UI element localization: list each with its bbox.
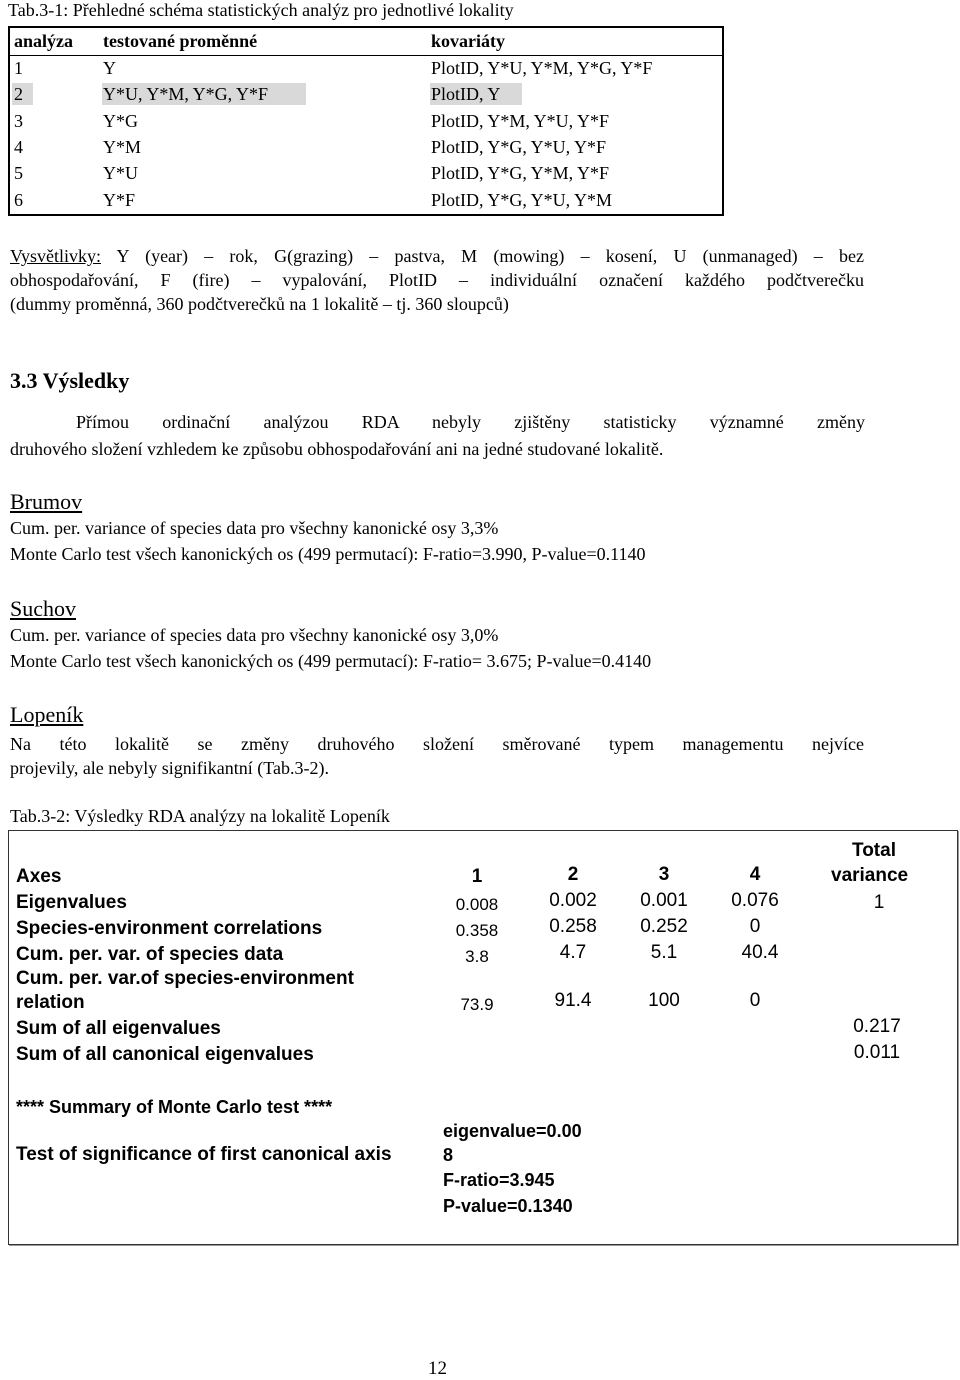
table2-test-eigen-line2: 8 <box>443 1145 454 1165</box>
table1-row4-analyza: 4 <box>14 137 23 157</box>
table1-row1-promenne: Y <box>103 58 116 78</box>
table2-total-header-line2: variance <box>831 865 909 886</box>
legend-label: Vysvětlivky: <box>10 246 102 266</box>
table1-row2-promenne: Y*U, Y*M, Y*G, Y*F <box>103 84 269 104</box>
table2-row-eigenvalues-total: 1 <box>873 892 885 913</box>
table2-test-fratio: F-ratio=3.945 <box>443 1170 555 1190</box>
table2-row-correlations-value4: 0 <box>749 916 761 937</box>
table1 <box>8 26 724 216</box>
table1-row4-promenne: Y*M <box>103 137 142 157</box>
locality-brumov-line2: Monte Carlo test všech kanonických os (499 permutací): F-ratio=3.990, P-value=0.1140 <box>10 544 646 564</box>
table2-row-eigenvalues-label: Eigenvalues <box>16 892 127 913</box>
table1-row6-analyza: 6 <box>14 190 23 210</box>
table1-row5-promenne: Y*U <box>103 163 138 183</box>
locality-lopenik-line1: Na této lokalitě se změny druhového složení směrované typem managementu nejvíce <box>10 734 864 754</box>
table1-row3-analyza: 3 <box>14 111 23 131</box>
table2-row-cumvar-value4: 40.4 <box>741 942 779 963</box>
table1-row2-analyza: 2 <box>14 84 23 104</box>
table1-row5-analyza: 5 <box>14 163 23 183</box>
table2-row-cumvar-env-label-line1: Cum. per. var.of species-environment <box>16 968 354 989</box>
table1-row6-kovariaty: PlotID, Y*G, Y*U, Y*M <box>431 190 613 210</box>
table2-row-correlations-value3: 0.252 <box>640 916 688 937</box>
table2-monte-carlo-title: **** Summary of Monte Carlo test **** <box>16 1097 333 1117</box>
table2-row-eigenvalues-value3: 0.001 <box>640 890 688 911</box>
locality-lopenik-line2: projevily, ale nebyly signifikantní (Tab.3-2). <box>10 758 329 778</box>
table2-row-correlations-label: Species-environment correlations <box>16 918 323 939</box>
table1-row3-promenne: Y*G <box>103 111 138 131</box>
table2-row-cumvar-env-value3: 100 <box>648 990 680 1011</box>
locality-lopenik-heading: Lopeník <box>10 702 84 727</box>
section-heading: 3.3 Výsledky <box>10 368 130 393</box>
table2-test-pvalue: P-value=0.1340 <box>443 1196 573 1216</box>
table2-row-eigenvalues-value2: 0.002 <box>549 890 597 911</box>
table2-row-sum-eigenvalues-label: Sum of all eigenvalues <box>16 1018 221 1039</box>
table2-row-sum-canonical-total: 0.011 <box>853 1042 901 1063</box>
table2-axis-3: 3 <box>658 864 670 885</box>
table2-row-cumvar-env-value2: 91.4 <box>554 990 592 1011</box>
table2-axis-1: 1 <box>471 866 483 887</box>
section-intro-line1: Přímou ordinační analýzou RDA nebyly zjištěny statisticky významné změny <box>76 412 865 432</box>
table1-caption: Tab.3-1: Přehledné schéma statistických analýz pro jednotlivé lokality <box>8 0 514 20</box>
section-intro-line2: druhového složení vzhledem ke způsobu obhospodařování ani na jedné studované lokalitě. <box>10 439 664 459</box>
table1-row6-promenne: Y*F <box>103 190 136 210</box>
locality-suchov-line1: Cum. per. variance of species data pro všechny kanonické osy 3,0% <box>10 625 499 645</box>
table2-axes-label: Axes <box>16 866 62 887</box>
table2-axis-4: 4 <box>749 864 761 885</box>
page-number: 12 <box>428 1358 447 1379</box>
locality-brumov-line1: Cum. per. variance of species data pro všechny kanonické osy 3,3% <box>10 518 499 538</box>
table1-header-promenne: testované proměnné <box>103 31 258 51</box>
table2-row-eigenvalues-value4: 0.076 <box>731 890 779 911</box>
table1-row1-analyza: 1 <box>14 58 23 78</box>
table2-row-correlations-value2: 0.258 <box>549 916 597 937</box>
table2-row-sum-eigenvalues-total: 0.217 <box>853 1016 901 1037</box>
table1-row4-kovariaty: PlotID, Y*G, Y*U, Y*F <box>431 137 607 157</box>
table1-header-divider <box>10 55 722 56</box>
table1-row1-kovariaty: PlotID, Y*U, Y*M, Y*G, Y*F <box>431 58 653 78</box>
table2-row-cumvar-value3: 5.1 <box>650 942 678 963</box>
table2 <box>8 830 958 1245</box>
legend-line3: (dummy proměnná, 360 podčtverečků na 1 lokalitě – tj. 360 sloupců) <box>10 294 509 314</box>
table2-axis-2: 2 <box>567 864 579 885</box>
locality-suchov-heading: Suchov <box>10 596 76 621</box>
table2-row-eigenvalues-value1: 0.008 <box>455 895 499 914</box>
table2-row-cumvar-env-value1: 73.9 <box>460 995 494 1014</box>
table2-row-cumvar-value2: 4.7 <box>559 942 587 963</box>
table1-row2-kovariaty: PlotID, Y <box>431 84 501 104</box>
locality-suchov-line2: Monte Carlo test všech kanonických os (499 permutací): F-ratio= 3.675; P-value=0.4140 <box>10 651 652 671</box>
table1-row3-kovariaty: PlotID, Y*M, Y*U, Y*F <box>431 111 610 131</box>
locality-brumov-heading: Brumov <box>10 489 83 514</box>
table2-row-cumvar-label: Cum. per. var. of species data <box>16 944 284 965</box>
table2-test-eigen-line1: eigenvalue=0.00 <box>443 1121 582 1141</box>
legend-line1 <box>10 244 864 268</box>
table1-row5-kovariaty: PlotID, Y*G, Y*M, Y*F <box>431 163 610 183</box>
table2-row-cumvar-value1: 3.8 <box>465 947 489 966</box>
table2-row-cumvar-env-value4: 0 <box>749 990 761 1011</box>
table2-row-correlations-value1: 0.358 <box>455 921 499 940</box>
table1-header-analyza: analýza <box>14 31 74 51</box>
table2-row-sum-canonical-label: Sum of all canonical eigenvalues <box>16 1044 314 1065</box>
table1-header-kovariaty: kovariáty <box>431 31 505 51</box>
table2-test-label: Test of significance of first canonical axis <box>16 1144 392 1165</box>
legend-line2: obhospodařování, F (fire) – vypalování, PlotID – individuální označení každého podčtverečku <box>10 270 864 290</box>
table2-caption: Tab.3-2: Výsledky RDA analýzy na lokalitě Lopeník <box>10 806 390 826</box>
table2-row-cumvar-env-label-line2: relation <box>16 992 85 1013</box>
legend-text1: Y (year) – rok, G(grazing) – pastva, M (mowing) – kosení, U (unmanaged) – bez <box>101 246 864 266</box>
table2-total-header-line1: Total <box>852 840 896 861</box>
